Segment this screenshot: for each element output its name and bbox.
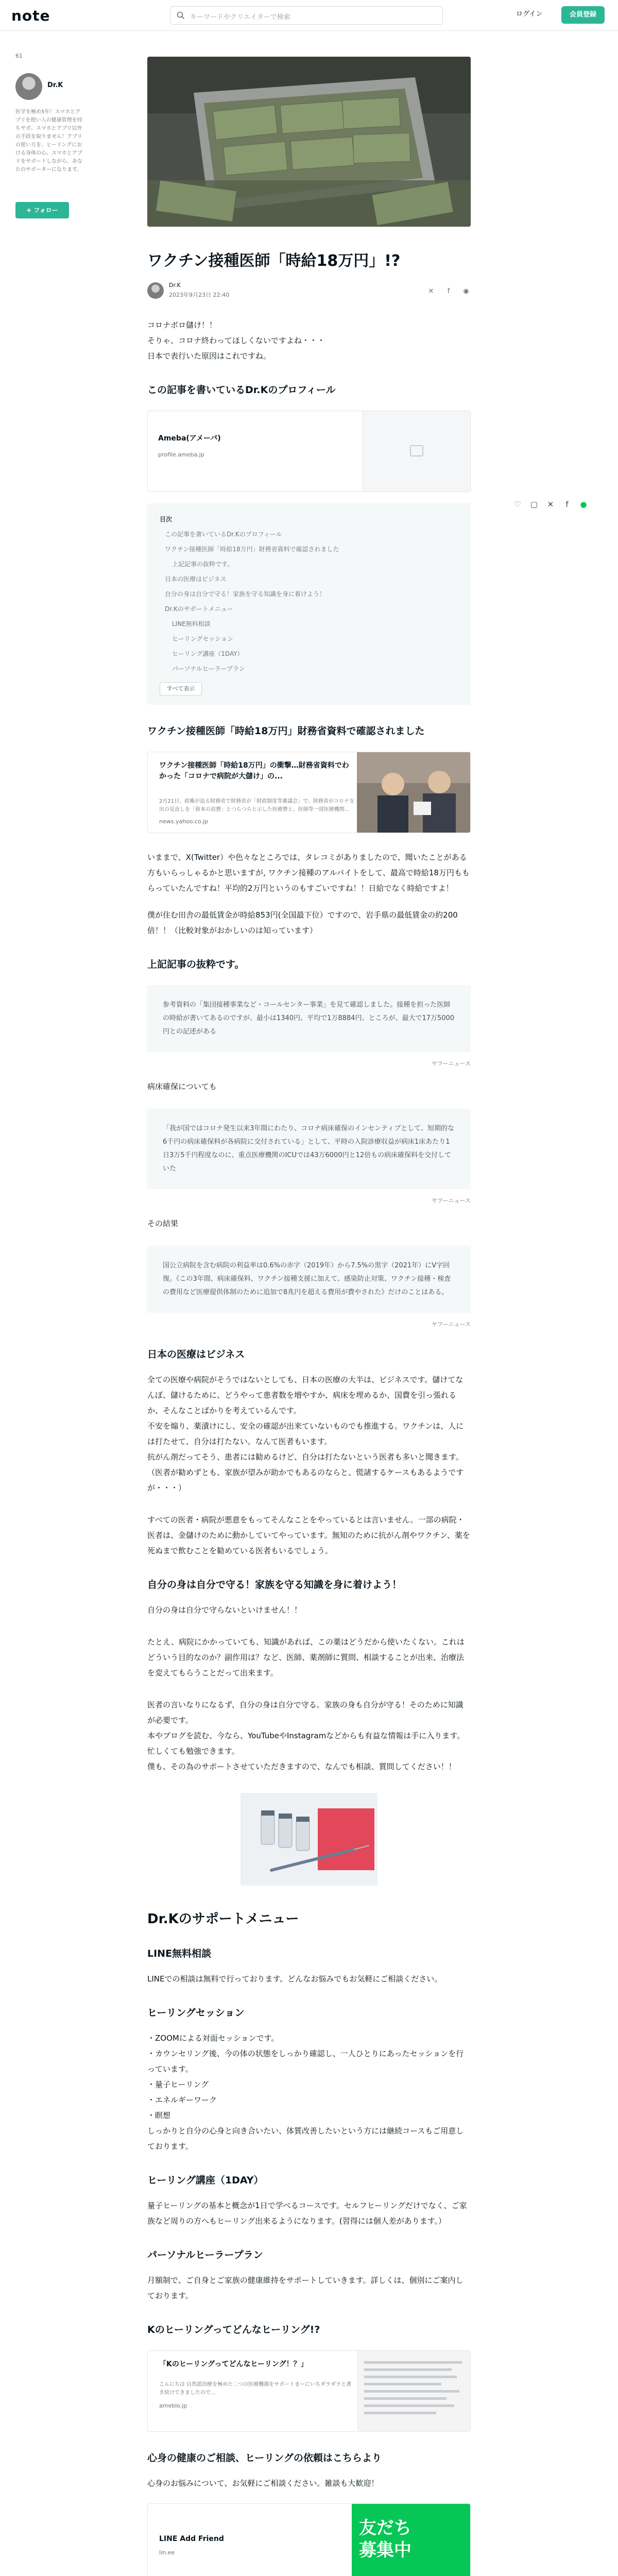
paragraph: ・ZOOMによる対面セッションです。 ・カウンセリング後、今の体の状態をしっかり確認し、一人ひとりにあったセッションを行っています。 ・量子ヒーリング ・エネルギーワーク ・瞑想 しっかりと自分の心身と向き合いたい、体質改善したいという方には継続コースもご用意しております。 — [147, 2033, 464, 2151]
line-card-image — [352, 2504, 470, 2576]
blog-description: こんにちは 自然派治療を極めた二つの医療機器をサポートまーにいちダラダラと書き続けてきましたので... — [159, 2382, 352, 2396]
paragraph: 心身のお悩みについて、お気軽にご相談ください。雑談も大歓迎！ — [147, 2479, 379, 2488]
heading-healing-course: ヒーリング講座（1DAY） — [147, 2175, 264, 2186]
note-logo[interactable]: note — [11, 7, 50, 24]
blockquote: 「我が国ではコロナ発生以来3年間にわたり、コロナ病床確保のインセンティブとして、短期的な6千円の病床確保料が各病院に交付されている」として、平時の入院診療収益が病床1床あたり1日3万5千円程度なのに、重点医療機関のICUでは43万6000円と12倍もの病床確保料を交付していた — [147, 1109, 471, 1189]
news-embed-card[interactable] — [147, 752, 471, 833]
embed-title: Ameba(アメーバ) — [158, 434, 221, 443]
profile-embed-card[interactable] — [147, 411, 471, 492]
heart-icon[interactable]: ♡ — [514, 500, 521, 509]
heading-section-1: ワクチン接種医師「時給18万円」財務省資料で確認されました — [147, 725, 425, 737]
paragraph: その結果 — [147, 1219, 179, 1228]
toc-item[interactable]: Dr.Kのサポートメニュー — [165, 605, 233, 613]
toc-item[interactable]: ヒーリングセッション — [172, 635, 234, 642]
line-card-image-text: 友だち 募集中 — [359, 2518, 411, 2561]
blog-title: 「Kのヒーリングってどんなヒーリング！？」 — [159, 2360, 308, 2368]
heading-what-healing: Kのヒーリングってどんなヒーリング!? — [147, 2324, 320, 2335]
heading-consult: 心身の健康のご相談、ヒーリングの依頼はこちらより — [147, 2452, 382, 2464]
news-title: ワクチン接種医師「時給18万円」の衝撃…財務省資料でわかった「コロナで病院が大儲け」の... — [159, 761, 349, 781]
quote-source: ヤフーニュース — [431, 1197, 471, 1204]
heading-support-menu: Dr.Kのサポートメニュー — [147, 1911, 299, 1927]
table-of-contents — [147, 503, 471, 705]
blog-url: ameblo.jp — [159, 2402, 187, 2409]
toc-item[interactable]: ヒーリング講座（1DAY） — [172, 650, 244, 657]
intro-text: コロナボロ儲け！！ そりゃ、コロナ終わってほしくないですよね・・・ 日本で表行いた原因はこれですね。 — [147, 320, 325, 361]
paragraph: 病床確保についても — [147, 1082, 217, 1091]
search-box[interactable] — [170, 6, 443, 25]
toc-item[interactable]: 自分の身は自分で守る！家族を守る知識を身に着けよう！ — [165, 590, 326, 598]
quote-source: ヤフーニュース — [431, 1060, 471, 1067]
bookmark-icon[interactable]: ▢ — [530, 500, 538, 509]
follower-count: 61 — [15, 53, 23, 59]
author-avatar[interactable] — [147, 282, 164, 299]
paragraph: 医者の言いなりになるず、自分の身は自分で守る。家族の身も自分が守る！そのために知識が必要です。 本やブログを読む、今なら、YouTubeやInstagramなどからも有益な情報は手に入ります。 忙しくても勉強できます。 僕も、その為のサポートさせていただきますので、なんでも相談、質問してください！！ — [147, 1700, 465, 1771]
news-description: 2月21日、政権が迫る財務省で財務省が「財政制度等審議会」で、財務省がコロナ支出の見直しを「資本の浪費」とつらつらと示した医療費と、医師等一部医療機関... — [159, 799, 354, 812]
heading-personal-plan: パーソナルヒーラープラン — [147, 2249, 263, 2261]
toc-heading: 目次 — [160, 516, 173, 523]
share-buttons — [418, 285, 471, 297]
article-meta — [147, 280, 471, 301]
vaccine-photo — [241, 1793, 377, 1886]
quote-source: ヤフーニュース — [431, 1321, 471, 1328]
heading-line-consult: LINE無料相談 — [147, 1948, 212, 1959]
article-title: ワクチン接種医師「時給18万円」!? — [147, 252, 401, 270]
publish-date: 2023年9月23日 22:40 — [169, 292, 230, 298]
embed-url: profile.ameba.jp — [158, 451, 204, 458]
news-url: news.yahoo.co.jp — [159, 818, 209, 825]
line-card-url: lin.ee — [159, 2549, 175, 2556]
facebook-icon[interactable]: f — [447, 287, 450, 295]
creator-name[interactable]: Dr.K — [47, 81, 63, 89]
heading-section-2: 上記記事の抜粋です。 — [147, 959, 245, 970]
line-card-title: LINE Add Friend — [159, 2535, 224, 2543]
login-link[interactable]: ログイン — [516, 10, 543, 18]
x-icon[interactable]: ✕ — [547, 500, 554, 509]
blockquote: 国公立病院を含む病院の利益率は0.6%の赤字（2019年）から7.5%の黒字（2021年）にV字回復。《この3年間、病床確保料、ワクチン接種支援に加えて、感染防止対策、ワクチン接種・検査の費用など医療提供体制のために追加で8兆円を超える費用が費やされた》だけのことはある。 — [147, 1246, 471, 1313]
toc-item[interactable]: 日本の医療はビジネス — [165, 575, 227, 583]
article — [147, 57, 471, 2576]
facebook-icon[interactable]: f — [565, 500, 569, 509]
toc-item[interactable]: ワクチン接種医師「時給18万円」財務省資料で確認されました — [165, 546, 339, 553]
toc-item[interactable]: 上記記事の抜粋です。 — [172, 561, 234, 568]
search-placeholder: キーワードやクリエイターで検索 — [190, 13, 290, 21]
top-header — [0, 0, 618, 31]
heading-section-3: 日本の医療はビジネス — [147, 1349, 245, 1360]
paragraph: 量子ヒーリングの基本と概念が1日で学べるコースです。セルフヒーリングだけでなく、ご家族など周りの方へもヒーリング出来るようになります。(習得には個人差があります。） — [147, 2201, 467, 2226]
heading-healing-session: ヒーリングセッション — [147, 2007, 245, 2019]
line-add-friend-card[interactable] — [147, 2503, 471, 2576]
blog-embed-card[interactable] — [147, 2350, 471, 2432]
paragraph: 僕が住む田舎の最低賃金が時給853円(全国最下位）ですので、岩手県の最低賃金の約200倍！！（比較対象がおかしいのは知っています） — [147, 910, 458, 935]
heading-section-4: 自分の身は自分で守る！家族を守る知識を身に着けよう！ — [147, 1579, 402, 1590]
search-icon — [177, 11, 185, 20]
toc-item[interactable]: LINE無料相談 — [172, 620, 211, 628]
hero-image — [147, 57, 471, 227]
news-thumbnail — [357, 752, 470, 833]
toc-item[interactable]: パーソナルヒーラープラン — [172, 665, 245, 672]
paragraph: すべての医者・病院が悪意をもってそんなことをやっているとは言いません。一部の病院・医者は、金儲けのために動かしていてやっています。無知のために抗がん剤やワクチン、薬を死ぬまで飲むことを勧めている医者もいるでしょう。 — [147, 1515, 470, 1555]
creator-sidebar — [15, 53, 82, 214]
share-rail — [512, 499, 615, 511]
paragraph: LINEでの相談は無料で行っております。どんなお悩みでもお気軽にご相談ください。 — [147, 1974, 442, 1984]
creator-description: 医学を極め5年！スマホとアプリを使い人の健康管理を持ちサポ、スマホとアプリ以外の手段を取りません！アプリの使い方を、ヒーリングにおける身体の心、スマホとアプリをサポートしながら、あなたのサポーターになります。 — [15, 109, 82, 173]
line-icon[interactable]: ● — [580, 500, 587, 509]
paragraph: 自分の身は自分で守らないといけません！！ — [147, 1605, 302, 1615]
image-placeholder-icon — [410, 445, 423, 456]
creator-avatar[interactable] — [15, 73, 42, 100]
heading-profile: この記事を書いているDr.Kのプロフィール — [147, 384, 336, 396]
toc-show-all-button[interactable]: すべて表示 — [160, 682, 202, 696]
paragraph: 全ての医療や病院がそうではないとしても、日本の医療の大半は、ビジネスです。儲けてなんぼ、儲けるために、どうやって患者数を増やすか、病床を埋めるか、国費を引っ張れるか、そんなことばかりを考えているんです。 不安を煽り、薬漬けにし、安全の確認が出来ていないものでも推進する。ワクチンは、人には打たせて、自分は打たない。なんて医者もいます。 抗がん剤だってそう、患者には勧めるけど、自分は打たないという医者も多いと聞きます。（医者が勧めずとも、家族が望みが助かでもあるのならと、慌諸するケースもあるようですが・・・） — [147, 1375, 464, 1493]
paragraph: いままで、X(Twitter）や色々なところでは、タレコミがありましたので、聞いたことがある方もいらっしゃるかと思いますが, ワクチン接種のアルバイトをして、最高で時給18万円ももらっていたんですね！平均的2万円というのもすごいですね！！日給でなく時給ですよ！ — [147, 853, 470, 893]
signup-button[interactable]: 会員登録 — [561, 6, 605, 24]
paragraph: たとえ、病院にかかっていても、知識があれば、この薬はどうだから使いたくない。これはどういう目的なのか？副作用は？など、医師、薬剤師に質問、相談することが出来、治療法を変えてもらうことだって出来ます。 — [147, 1637, 465, 1677]
follow-button[interactable]: + フォロー — [15, 202, 69, 218]
toc-item[interactable]: この記事を書いているDr.Kのプロフィール — [165, 531, 282, 538]
author-name[interactable]: Dr.K — [169, 282, 181, 289]
paragraph: 月額制で、ご自身とご家族の健康維持をサポートしていきます。詳しくは、個別にご案内しております。 — [147, 2276, 464, 2300]
embed-thumbnail — [362, 411, 470, 492]
blockquote: 参考資料の「集団接種事業など・コールセンター事業」を見て確認しました。接種を担った医師の時給が書いてあるのですが、最小は1340円、平均で1万8884円、ところが、最大で17万5000円との記述がある — [147, 985, 471, 1052]
blog-thumbnail — [357, 2351, 470, 2432]
x-icon[interactable]: ✕ — [428, 287, 434, 295]
line-icon[interactable]: ◉ — [463, 287, 469, 295]
